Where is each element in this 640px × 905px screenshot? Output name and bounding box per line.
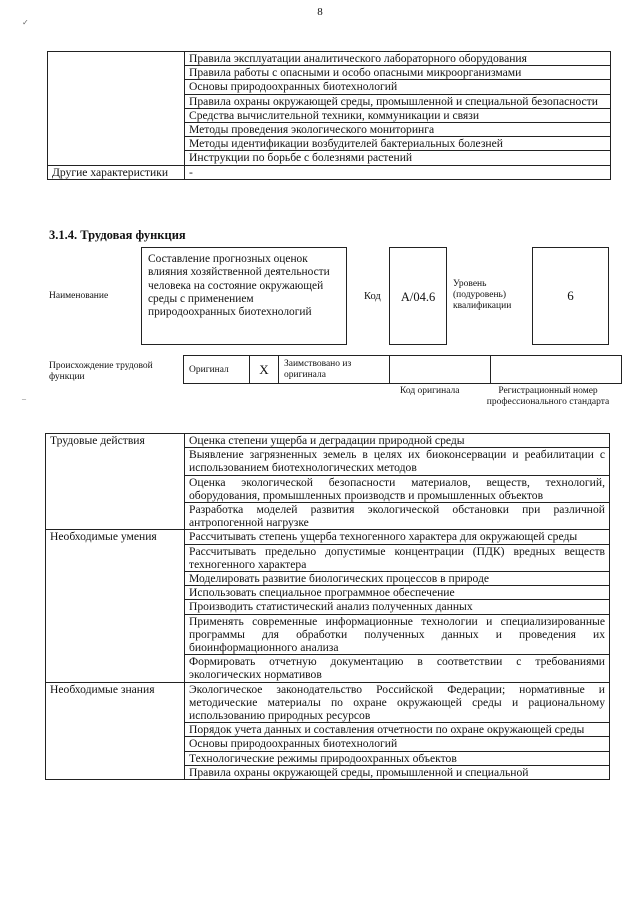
function-name: Составление прогнозных оценок влияния хозяйственной деятельности человека на состояние окружающей среды с применением природоохранных биотехнологий [141, 247, 347, 345]
table-row [48, 165, 611, 179]
function-details-table [45, 433, 610, 780]
table-cell: Правила эксплуатации аналитического лабораторного оборудования [185, 52, 611, 66]
code-label: Код [364, 291, 381, 302]
table-cell: Технологические режимы природоохранных объектов [185, 751, 610, 765]
table-cell: Рассчитывать предельно допустимые концентрации (ПДК) вредных веществ техногенного характера [185, 544, 610, 571]
origin-table [183, 355, 622, 384]
table-row [46, 434, 610, 448]
name-label: Наименование [49, 291, 109, 301]
table-cell: Рассчитывать степень ущерба техногенного характера для окружающей среды [185, 530, 610, 544]
registration-caption: Регистрационный номер профессионального стандарта [486, 386, 610, 407]
table-cell: Правила охраны окружающей среды, промышленной и специальной [185, 765, 610, 779]
row-label [48, 52, 185, 166]
table-cell: Правила охраны окружающей среды, промышленной и специальной безопасности [185, 94, 611, 108]
table-cell: Оценка экологической безопасности материалов, веществ, технологий, оборудования, промышленных производств и промышленных объектов [185, 475, 610, 502]
table-cell: Порядок учета данных и составления отчетности по охране окружающей среды [185, 723, 610, 737]
qualification-level: 6 [532, 247, 609, 345]
margin-mark: ✓ [22, 18, 29, 27]
margin-mark: – [22, 394, 26, 403]
row-label: Трудовые действия [46, 434, 185, 530]
table-row [48, 52, 611, 66]
original-cell: Оригинал [184, 356, 250, 384]
table-cell: Выявление загрязненных земель в целях их биоконсервации и реабилитации с использованием биотехнологических методов [185, 448, 610, 475]
row-label: Другие характеристики [48, 165, 185, 179]
row-label: Необходимые умения [46, 530, 185, 682]
registration-number-cell [491, 356, 622, 384]
original-code-cell [390, 356, 491, 384]
continuation-table [47, 51, 611, 180]
table-row [46, 530, 610, 544]
table-cell: Методы идентификации возбудителей бактериальных болезней [185, 137, 611, 151]
borrowed-cell: Заимствовано из оригинала [279, 356, 390, 384]
table-cell: Правила работы с опасными и особо опасными микроорганизмами [185, 66, 611, 80]
table-cell: Основы природоохранных биотехнологий [185, 737, 610, 751]
table-cell: Методы проведения экологического мониторинга [185, 123, 611, 137]
code-caption: Код оригинала [400, 386, 460, 396]
function-code: А/04.6 [389, 247, 447, 345]
table-cell: Средства вычислительной техники, коммуникации и связи [185, 108, 611, 122]
table-row [46, 682, 610, 723]
table-cell: Основы природоохранных биотехнологий [185, 80, 611, 94]
table-cell: Моделировать развитие биологических процессов в природе [185, 572, 610, 586]
table-cell: Разработка моделей развития экологической обстановки при различной антропогенной нагрузке [185, 503, 610, 530]
row-label: Необходимые знания [46, 682, 185, 779]
table-cell: Экологическое законодательство Российской Федерации; нормативные и методические материалы по охране окружающей среды и рациональному использованию природных ресурсов [185, 682, 610, 723]
level-label: Уровень (подуровень) квалификации [453, 279, 512, 311]
table-cell: - [185, 165, 611, 179]
page-number: 8 [317, 6, 323, 18]
section-title: 3.1.4. Трудовая функция [49, 228, 186, 242]
table-cell: Применять современные информационные технологии и специализированные программы для обработки полученных данных и проведения их биоинформационного анализа [185, 614, 610, 655]
table-cell: Инструкции по борьбе с болезнями растений [185, 151, 611, 165]
table-cell: Производить статистический анализ полученных данных [185, 600, 610, 614]
table-cell: Использовать специальное программное обеспечение [185, 586, 610, 600]
origin-label: Происхождение трудовой функции [49, 361, 153, 382]
table-cell: Оценка степени ущерба и деградации природной среды [185, 434, 610, 448]
original-mark: X [250, 356, 279, 384]
table-cell: Формировать отчетную документацию в соответствии с требованиями экологических нормативов [185, 655, 610, 682]
